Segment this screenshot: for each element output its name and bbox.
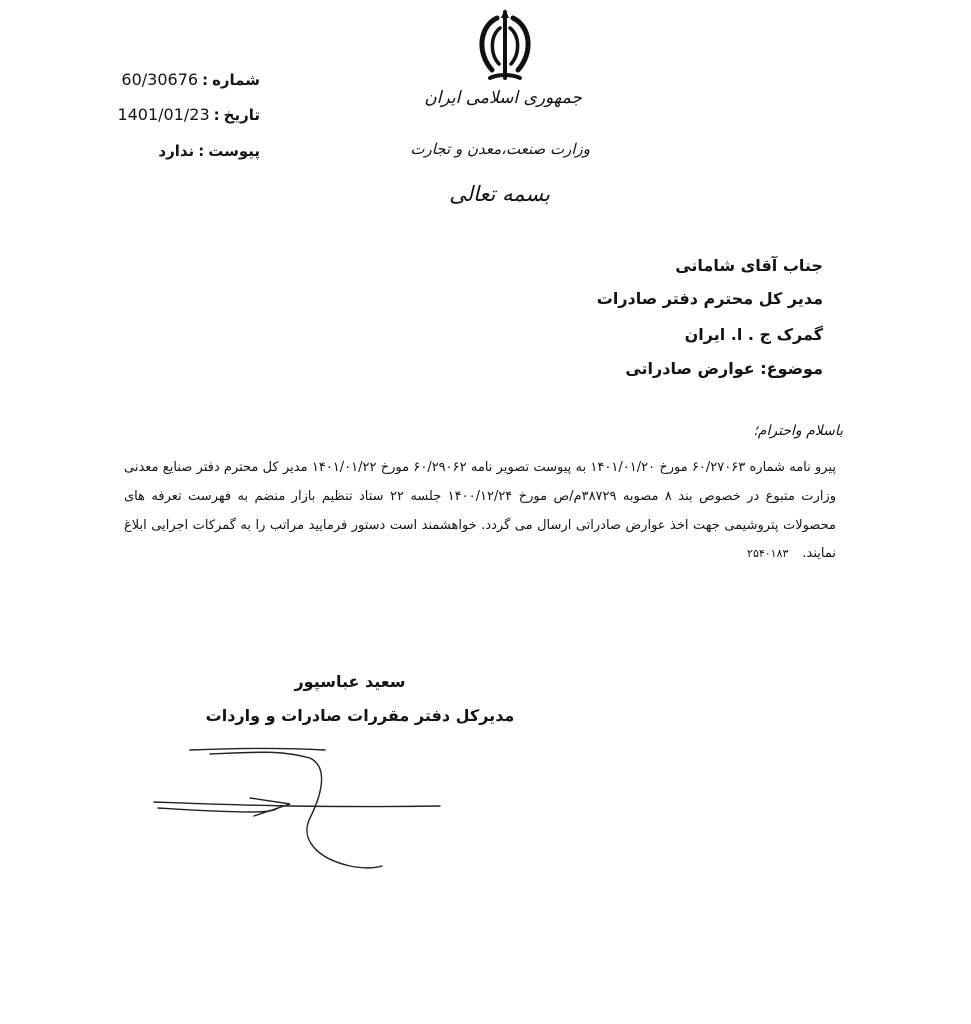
addressee-position: مدیر کل محترم دفتر صادرات — [596, 289, 823, 308]
signatory-name: سعید عباسپور — [294, 672, 406, 691]
greeting: باسلام واحترام؛ — [753, 423, 843, 439]
iran-emblem-icon — [466, 8, 544, 84]
letter-subject: موضوع: عوارض صادراتی — [625, 359, 823, 378]
letter-attachment: پیوست:ندارد — [158, 142, 260, 160]
letter-date: تاریخ:1401/01/23 — [117, 105, 260, 124]
handwritten-signature — [150, 738, 450, 878]
letter-number: شماره:60/30676 — [121, 70, 260, 89]
country-heading: جمهوری اسلامی ایران — [424, 88, 582, 108]
addressee-name: جناب آقای شامانی — [675, 256, 823, 275]
letter-date-value: 1401/01/23 — [117, 105, 210, 124]
letter-body-text: پیرو نامه شماره ۶۰/۲۷۰۶۳ مورخ ۱۴۰۱/۰۱/۲۰ به پیوست تصویر نامه ۶۰/۲۹۰۶۲ مورخ ۱۴۰۱/۰۱/۲۲ مدیر کل محترم دفتر صنایع معدنی وزارت متبوع در خصوص بند ۸ مصوبه ۳۸۷۲۹م/ص مورخ ۱۴۰۰/۱۲/۲۴ جلسه ۲۲ ستاد تنظیم بازار منضم به فهرست تعرفه های محصولات پتروشیمی جهت اخذ عوارض صادراتی ارسال می گردد. خواهشمند است دستور فرمایید مراتب را به گمرکات اجرایی ابلاغ نمایند. — [124, 460, 837, 562]
reference-number: ۲۵۴۰۱۸۳ — [747, 547, 789, 561]
letter-body — [124, 454, 836, 569]
letter-attachment-value: ندارد — [158, 142, 195, 160]
letter-number-value: 60/30676 — [121, 70, 199, 89]
signatory-title: مدیرکل دفتر مقررات صادرات و واردات — [205, 706, 515, 725]
addressee-organization: گمرک ج . ا. ایران — [684, 325, 823, 344]
letter-attachment-label: پیوست — [208, 142, 260, 160]
bismillah-heading: بسمه تعالی — [449, 182, 550, 206]
ministry-heading: وزارت صنعت،معدن و تجارت — [410, 140, 590, 158]
letter-date-label: تاریخ — [223, 106, 260, 124]
letter-number-label: شماره — [212, 71, 260, 89]
